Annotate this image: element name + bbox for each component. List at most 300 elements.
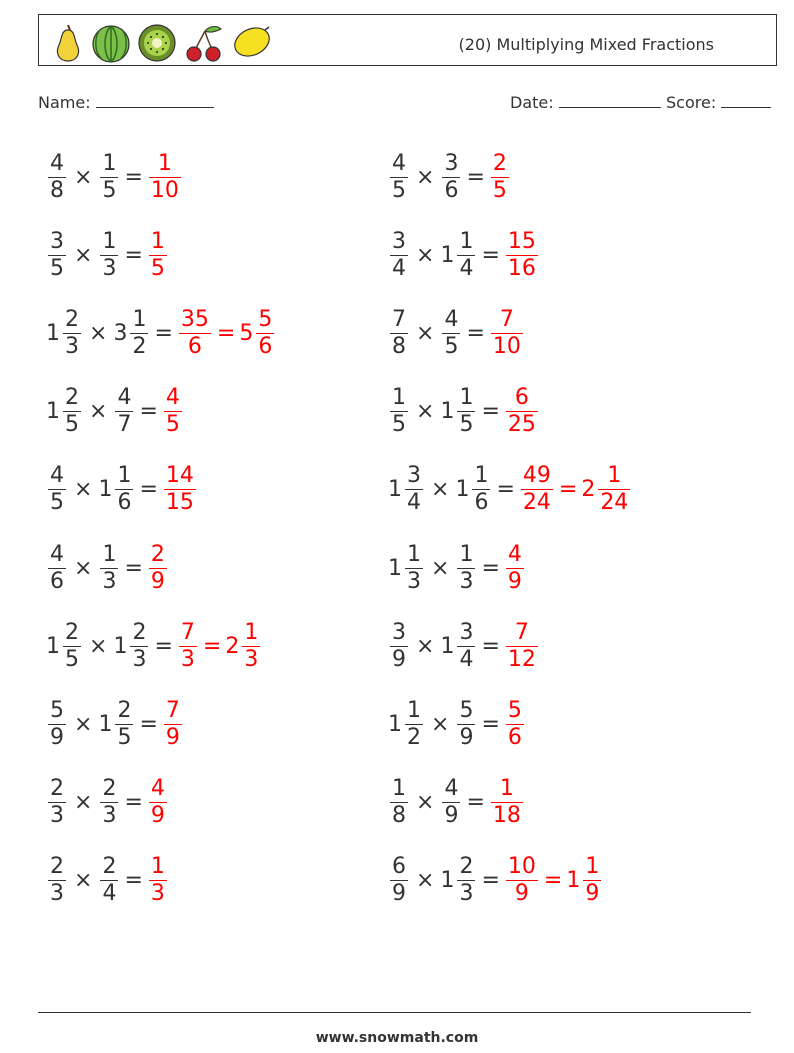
answer — [147, 541, 169, 594]
worksheet-title: (20) Multiplying Mixed Fractions — [458, 35, 714, 54]
fraction — [390, 387, 408, 436]
problem-16 — [388, 694, 526, 754]
fraction — [472, 465, 490, 514]
name-blank[interactable] — [96, 92, 214, 108]
denominator: 5 — [117, 724, 132, 750]
fraction — [164, 465, 196, 514]
times-sign: × — [416, 790, 435, 816]
fraction — [521, 465, 553, 514]
denominator: 3 — [132, 646, 147, 672]
answer-fraction — [489, 778, 525, 827]
problem-15 — [46, 694, 184, 754]
times-sign: × — [89, 633, 108, 659]
numerator: 4 — [50, 150, 64, 176]
denominator: 2 — [407, 724, 421, 750]
denominator: 9 — [459, 724, 474, 750]
factor-b — [98, 778, 120, 827]
times-sign: × — [74, 242, 93, 268]
numerator: 7 — [180, 619, 195, 645]
factor-a — [46, 856, 68, 905]
answer-fraction — [504, 387, 540, 436]
score-label: Score: — [666, 93, 717, 112]
factor-a — [388, 150, 410, 203]
times-sign: × — [89, 399, 108, 425]
denominator: 8 — [392, 803, 406, 829]
answer — [489, 306, 525, 359]
times-sign: × — [74, 868, 93, 894]
denominator: 3 — [102, 568, 117, 594]
equals-sign: = — [481, 711, 500, 737]
fraction — [63, 387, 81, 436]
numerator: 1 — [499, 776, 514, 802]
factor-b — [440, 150, 462, 203]
answer-fraction — [147, 541, 169, 594]
factor-b — [98, 541, 120, 594]
denominator: 18 — [492, 803, 521, 829]
numerator: 1 — [392, 776, 406, 802]
answer-fraction — [147, 228, 169, 281]
whole-number: 1 — [440, 633, 455, 659]
numerator: 4 — [50, 463, 64, 489]
times-sign: × — [416, 633, 435, 659]
answer-equals-sign: = — [543, 868, 563, 894]
equals-sign: = — [124, 790, 143, 816]
problem-14 — [388, 616, 540, 676]
factor-b — [455, 697, 477, 750]
fraction — [48, 228, 66, 281]
denominator: 25 — [507, 412, 536, 438]
factor-b — [98, 697, 135, 750]
denominator: 9 — [507, 568, 522, 594]
fraction — [506, 228, 538, 281]
denominator: 6 — [258, 333, 273, 359]
equals-sign: = — [154, 320, 173, 346]
numerator: 2 — [65, 619, 79, 645]
fraction — [48, 541, 66, 594]
denominator: 6 — [444, 177, 459, 203]
times-sign: × — [74, 164, 93, 190]
numerator: 49 — [522, 463, 551, 489]
denominator: 9 — [165, 724, 180, 750]
equals-sign: = — [481, 868, 500, 894]
fraction — [442, 306, 460, 359]
fraction — [179, 306, 211, 359]
denominator: 6 — [187, 333, 202, 359]
denominator: 4 — [392, 255, 406, 281]
problem-9 — [46, 460, 198, 520]
factor-a — [46, 387, 83, 436]
denominator: 9 — [150, 568, 165, 594]
equals-sign: = — [139, 399, 158, 425]
equals-sign: = — [124, 164, 143, 190]
date-blank[interactable] — [559, 92, 661, 108]
problem-4 — [388, 225, 540, 285]
denominator: 5 — [150, 255, 165, 281]
factor-b — [440, 619, 477, 672]
times-sign: × — [431, 477, 450, 503]
numerator: 6 — [514, 385, 529, 411]
denominator: 4 — [459, 255, 474, 281]
numerator: 6 — [392, 854, 406, 880]
numerator: 7 — [499, 306, 514, 332]
denominator: 24 — [600, 490, 629, 516]
denominator: 5 — [165, 412, 180, 438]
factor-a — [388, 697, 425, 750]
denominator: 3 — [459, 568, 474, 594]
times-sign: × — [74, 790, 93, 816]
factor-a — [388, 465, 425, 514]
lemon-icon — [231, 24, 273, 60]
answer — [162, 465, 198, 514]
denominator: 6 — [507, 724, 522, 750]
denominator: 8 — [392, 333, 406, 359]
numerator: 7 — [514, 619, 529, 645]
fraction — [491, 306, 523, 359]
answer-equals-sign: = — [202, 633, 222, 659]
denominator: 9 — [50, 724, 64, 750]
answer — [519, 465, 632, 514]
fraction — [149, 150, 181, 203]
factor-a — [388, 856, 410, 905]
whole-number: 1 — [98, 711, 113, 737]
fraction — [100, 150, 118, 203]
numerator: 4 — [117, 385, 132, 411]
denominator: 4 — [459, 646, 474, 672]
numerator: 2 — [65, 306, 79, 332]
denominator: 5 — [102, 177, 117, 203]
answer — [147, 150, 183, 203]
header-box — [38, 14, 777, 66]
numerator: 5 — [258, 306, 273, 332]
equals-sign: = — [481, 399, 500, 425]
numerator: 1 — [407, 541, 421, 567]
denominator: 6 — [117, 490, 132, 516]
equals-sign: = — [496, 477, 515, 503]
answer — [504, 541, 526, 594]
answer — [504, 387, 540, 436]
numerator: 2 — [102, 854, 117, 880]
denominator: 5 — [50, 255, 64, 281]
numerator: 1 — [150, 854, 165, 880]
numerator: 1 — [459, 385, 474, 411]
denominator: 7 — [117, 412, 132, 438]
numerator: 15 — [507, 228, 536, 254]
answer-equals-sign: = — [558, 477, 578, 503]
numerator: 35 — [180, 306, 209, 332]
denominator: 5 — [65, 646, 79, 672]
denominator: 5 — [392, 177, 406, 203]
problem-19 — [46, 851, 169, 911]
fraction — [115, 465, 133, 514]
denominator: 5 — [392, 412, 406, 438]
pear-icon — [51, 21, 85, 63]
whole-number: 1 — [388, 477, 402, 503]
numerator: 1 — [150, 228, 165, 254]
times-sign: × — [74, 711, 93, 737]
factor-a — [388, 619, 410, 672]
fraction — [506, 619, 538, 672]
footer-divider — [38, 1012, 751, 1013]
fraction — [100, 541, 118, 594]
factor-a — [388, 778, 410, 827]
whole-number: 1 — [46, 399, 60, 425]
factor-b — [455, 465, 492, 514]
equals-sign: = — [124, 868, 143, 894]
whole-number: 1 — [440, 868, 455, 894]
name-label: Name: — [38, 93, 91, 112]
fraction — [390, 228, 408, 281]
fraction — [491, 150, 509, 203]
whole-number: 1 — [113, 633, 128, 659]
numerator: 2 — [117, 697, 132, 723]
numerator: 4 — [444, 306, 459, 332]
whole-number: 1 — [455, 477, 470, 503]
equals-sign: = — [139, 711, 158, 737]
factor-a — [388, 387, 410, 436]
denominator: 9 — [150, 803, 165, 829]
factor-a — [388, 306, 410, 359]
whole-number: 3 — [113, 320, 128, 346]
numerator: 7 — [392, 306, 406, 332]
answer-fraction — [162, 697, 184, 750]
numerator: 1 — [244, 619, 259, 645]
fraction — [491, 778, 523, 827]
factor-a — [388, 541, 425, 594]
denominator: 10 — [150, 177, 179, 203]
numerator: 1 — [157, 150, 172, 176]
answer-fraction — [519, 465, 555, 514]
footer-url: www.snowmath.com — [315, 1030, 479, 1046]
times-sign: × — [416, 164, 435, 190]
denominator: 3 — [150, 881, 165, 907]
score-blank[interactable] — [721, 92, 771, 108]
answer-fraction — [162, 465, 198, 514]
numerator: 5 — [50, 697, 64, 723]
factor-b — [440, 228, 477, 281]
fraction — [390, 856, 408, 905]
denominator: 3 — [65, 333, 79, 359]
denominator: 3 — [459, 881, 474, 907]
denominator: 9 — [585, 881, 600, 907]
numerator: 3 — [459, 619, 474, 645]
answer — [177, 306, 276, 359]
problem-18 — [388, 773, 525, 833]
answer — [147, 778, 169, 827]
numerator: 3 — [444, 150, 459, 176]
numerator: 1 — [474, 463, 489, 489]
date-field[interactable] — [510, 92, 661, 112]
denominator: 24 — [522, 490, 551, 516]
denominator: 9 — [392, 881, 406, 907]
factor-a — [46, 306, 83, 359]
numerator: 4 — [392, 150, 406, 176]
answer — [147, 228, 169, 281]
problem-1 — [46, 147, 183, 207]
problem-6 — [388, 303, 525, 363]
factor-b — [440, 306, 462, 359]
answer-mixed-number — [566, 856, 603, 905]
fraction — [100, 228, 118, 281]
numerator: 4 — [50, 541, 64, 567]
factor-b — [98, 228, 120, 281]
answer-fraction — [504, 228, 540, 281]
denominator: 6 — [474, 490, 489, 516]
answer-fraction — [504, 619, 540, 672]
factor-a — [46, 150, 68, 203]
fraction — [390, 778, 408, 827]
answer-fraction — [504, 541, 526, 594]
equals-sign: = — [466, 790, 485, 816]
whole-number: 1 — [46, 633, 60, 659]
date-label: Date: — [510, 93, 554, 112]
denominator: 9 — [444, 803, 459, 829]
denominator: 15 — [165, 490, 194, 516]
factor-b — [440, 387, 477, 436]
answer-fraction — [147, 150, 183, 203]
fraction — [48, 856, 66, 905]
equals-sign: = — [481, 555, 500, 581]
fraction — [149, 778, 167, 827]
equals-sign: = — [481, 242, 500, 268]
fraction — [130, 306, 148, 359]
fraction — [405, 697, 423, 750]
fraction — [130, 619, 148, 672]
whole-number: 1 — [566, 868, 581, 894]
equals-sign: = — [124, 242, 143, 268]
problem-12 — [388, 538, 526, 598]
denominator: 9 — [514, 881, 529, 907]
numerator: 2 — [102, 776, 117, 802]
whole-number: 1 — [388, 711, 402, 737]
factor-a — [388, 228, 410, 281]
fraction — [149, 541, 167, 594]
answer — [504, 228, 540, 281]
answer — [147, 856, 169, 905]
factor-a — [46, 541, 68, 594]
numerator: 1 — [102, 150, 117, 176]
numerator: 3 — [392, 619, 406, 645]
answer-mixed-number — [225, 619, 262, 672]
equals-sign: = — [466, 164, 485, 190]
times-sign: × — [89, 320, 108, 346]
whole-number: 1 — [440, 242, 455, 268]
whole-number: 1 — [440, 399, 455, 425]
score-field[interactable] — [666, 92, 771, 112]
numerator: 1 — [117, 463, 132, 489]
numerator: 14 — [165, 463, 194, 489]
fraction — [48, 465, 66, 514]
denominator: 3 — [180, 646, 195, 672]
numerator: 2 — [492, 150, 507, 176]
denominator: 5 — [444, 333, 459, 359]
denominator: 8 — [50, 177, 64, 203]
problem-5 — [46, 303, 276, 363]
cherry-icon — [183, 23, 225, 63]
factor-a — [46, 465, 68, 514]
numerator: 1 — [407, 697, 421, 723]
fraction — [390, 306, 408, 359]
fraction — [405, 541, 423, 594]
fraction — [457, 387, 475, 436]
name-field[interactable] — [38, 92, 214, 112]
factor-b — [113, 306, 150, 359]
answer-mixed-number — [581, 465, 632, 514]
factor-b — [440, 856, 477, 905]
fraction — [405, 465, 423, 514]
whole-number: 1 — [388, 555, 402, 581]
denominator: 10 — [492, 333, 521, 359]
denominator: 3 — [50, 803, 64, 829]
denominator: 3 — [50, 881, 64, 907]
fraction — [442, 778, 460, 827]
answer-fraction — [162, 387, 184, 436]
answer-equals-sign: = — [216, 320, 236, 346]
fraction — [457, 619, 475, 672]
answer — [177, 619, 262, 672]
fraction — [100, 856, 118, 905]
denominator: 3 — [244, 646, 259, 672]
whole-number: 1 — [98, 477, 113, 503]
answer — [504, 619, 540, 672]
numerator: 1 — [459, 228, 474, 254]
denominator: 5 — [65, 412, 79, 438]
times-sign: × — [416, 399, 435, 425]
factor-b — [98, 856, 120, 905]
denominator: 3 — [407, 568, 421, 594]
equals-sign: = — [124, 555, 143, 581]
answer-fraction — [147, 778, 169, 827]
fraction — [48, 697, 66, 750]
equals-sign: = — [154, 633, 173, 659]
numerator: 2 — [150, 541, 165, 567]
numerator: 2 — [132, 619, 147, 645]
denominator: 12 — [507, 646, 536, 672]
denominator: 16 — [507, 255, 536, 281]
numerator: 1 — [102, 541, 117, 567]
numerator: 4 — [165, 385, 180, 411]
fraction — [63, 619, 81, 672]
times-sign: × — [416, 320, 435, 346]
numerator: 2 — [50, 854, 64, 880]
times-sign: × — [431, 711, 450, 737]
factor-b — [113, 619, 150, 672]
numerator: 3 — [392, 228, 406, 254]
denominator: 4 — [102, 881, 117, 907]
numerator: 1 — [392, 385, 406, 411]
fraction — [63, 306, 81, 359]
answer — [162, 387, 184, 436]
problem-20 — [388, 851, 603, 911]
numerator: 4 — [444, 776, 459, 802]
problem-17 — [46, 773, 169, 833]
fraction — [100, 778, 118, 827]
fraction — [164, 387, 182, 436]
answer — [504, 697, 526, 750]
factor-a — [46, 778, 68, 827]
fraction — [598, 465, 630, 514]
problem-3 — [46, 225, 169, 285]
fraction — [179, 619, 197, 672]
equals-sign: = — [139, 477, 158, 503]
denominator: 9 — [392, 646, 406, 672]
whole-number: 1 — [46, 320, 60, 346]
times-sign: × — [416, 242, 435, 268]
fraction — [164, 697, 182, 750]
times-sign: × — [416, 868, 435, 894]
numerator: 3 — [50, 228, 64, 254]
fraction — [48, 778, 66, 827]
fraction — [149, 228, 167, 281]
